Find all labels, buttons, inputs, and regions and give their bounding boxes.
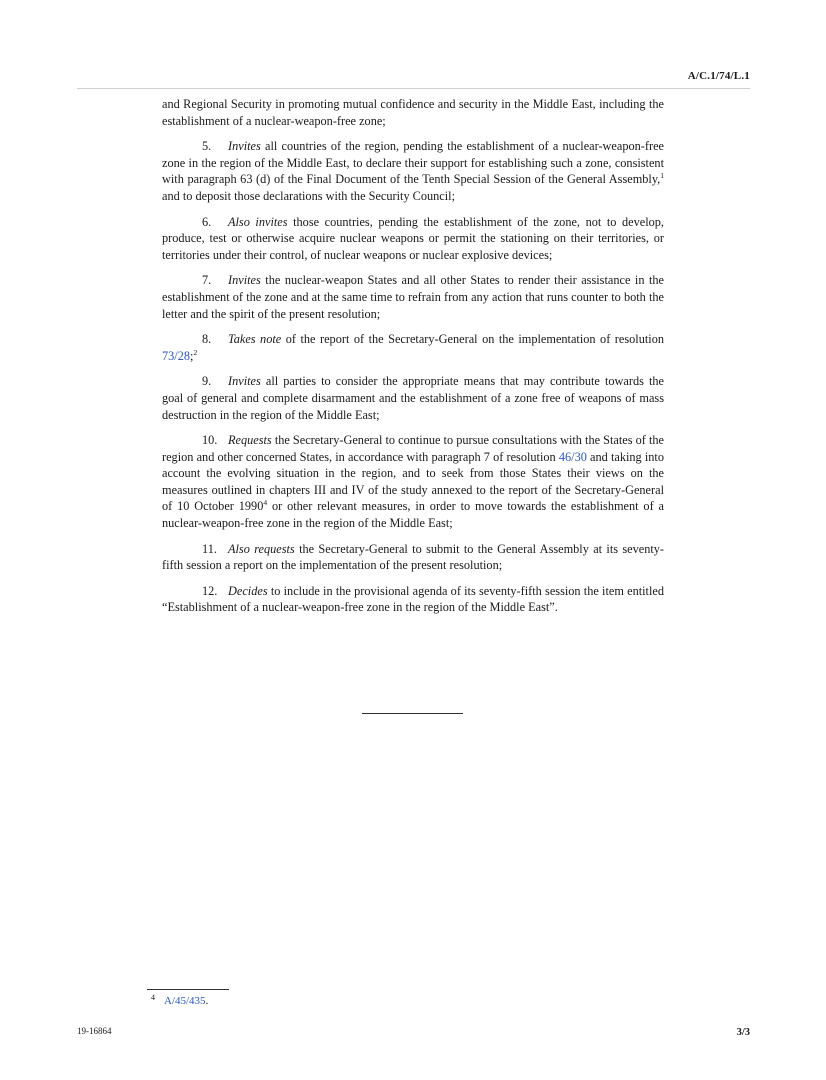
paragraph-text: all countries of the region, pending the establishment of a nuclear-weapon-free zone in the region of the Middle East, to declare their support for establishing such a zone, consistent with paragraph 63 (d) of the Final Document of the Tenth Special Session of the General Assembly, <box>162 139 664 187</box>
footnote-punctuation: . <box>205 995 209 1007</box>
paragraph-text: or other relevant measures, in order to move towards the establishment of a nuclear-weapon-free zone in the region of the Middle East; <box>162 499 664 531</box>
paragraph-text: and to deposit those declarations with the Security Council; <box>162 188 456 203</box>
document-symbol: A/C.1/74/L.1 <box>687 70 750 82</box>
resolution-link[interactable]: 73/28 <box>162 348 191 363</box>
paragraph-12 <box>162 583 664 616</box>
paragraph-number: 5. <box>202 139 212 154</box>
paragraph-text: of the report of the Secretary-General on the implementation of resolution <box>281 332 664 347</box>
paragraph-number: 8. <box>202 332 212 347</box>
footnote-link[interactable]: A/45/435 <box>164 995 206 1007</box>
paragraph-number: 9. <box>202 374 212 389</box>
paragraph-text: all parties to consider the appropriate means that may contribute towards the goal of general and complete disarmament and the establishment of a zone free of weapons of mass destruction in the region of the Middle East; <box>162 374 664 422</box>
operative-verb: Decides <box>228 583 268 598</box>
paragraph-continuation <box>162 96 664 129</box>
paragraph-text: the Secretary-General to submit to the General Assembly at its seventy-fifth session a report on the implementation of the present resolution; <box>162 541 665 573</box>
operative-verb: Also requests <box>228 541 295 556</box>
paragraph-text: to include in the provisional agenda of its seventy-fifth session the item entitled “Establishment of a nuclear-weapon-free zone in the region of the Middle East”. <box>162 583 664 615</box>
paragraph-number: 10. <box>202 433 218 448</box>
paragraph-text: and taking into account the evolving situation in the region, and to seek from those States their views on the measures outlined in chapters III and IV of the study annexed to the report of the Secretary-General of 10 October 1990 <box>162 449 664 514</box>
header-divider <box>77 88 750 89</box>
footnote-ref[interactable]: 1 <box>660 171 664 181</box>
operative-verb: Requests <box>228 433 272 448</box>
operative-verb: Invites <box>228 139 261 154</box>
paragraph-text: ; <box>190 348 194 363</box>
footnote-ref[interactable]: 4 <box>263 498 268 508</box>
paragraph-number: 11. <box>202 541 217 556</box>
footnote-divider <box>147 989 229 990</box>
paragraph-6 <box>162 214 664 264</box>
operative-verb: Invites <box>228 374 261 389</box>
footnote <box>151 993 208 1007</box>
resolution-link[interactable]: 46/30 <box>558 449 587 464</box>
paragraph-7 <box>162 272 664 322</box>
paragraph-number: 12. <box>202 583 218 598</box>
document-body <box>162 96 664 625</box>
end-of-text-rule <box>362 713 463 714</box>
paragraph-text: the Secretary-General to continue to pursue consultations with the States of the region and other concerned States, in accordance with paragraph 7 of resolution <box>162 433 664 464</box>
footnote-number: 4 <box>151 993 155 1002</box>
operative-verb: Invites <box>228 273 261 288</box>
paragraph-text: those countries, pending the establishment of the zone, not to develop, produce, test or otherwise acquire nuclear weapons or permit the stationing on their territories, or territories under their control, of nuclear weapons or nuclear explosive devices; <box>162 214 664 262</box>
paragraph-5 <box>162 138 664 204</box>
paragraph-text: and Regional Security in promoting mutual confidence and security in the Middle East, including the establishment of a nuclear-weapon-free zone; <box>162 97 664 128</box>
paragraph-11 <box>162 541 664 574</box>
operative-verb: Also invites <box>228 214 288 229</box>
footnote-ref[interactable]: 2 <box>193 347 198 357</box>
paragraph-text: the nuclear-weapon States and all other States to render their assistance in the establishment of the zone and at the same time to refrain from any action that runs counter to both the letter and the spirit of the present resolution; <box>162 273 664 321</box>
paragraph-number: 6. <box>202 214 212 229</box>
operative-verb: Takes note <box>228 332 282 347</box>
paragraph-8 <box>162 331 664 364</box>
paragraph-number: 7. <box>202 273 212 288</box>
document-number: 19-16864 <box>77 1026 112 1036</box>
paragraph-9 <box>162 373 664 423</box>
paragraph-10 <box>162 432 664 532</box>
page-number: 3/3 <box>736 1027 750 1038</box>
